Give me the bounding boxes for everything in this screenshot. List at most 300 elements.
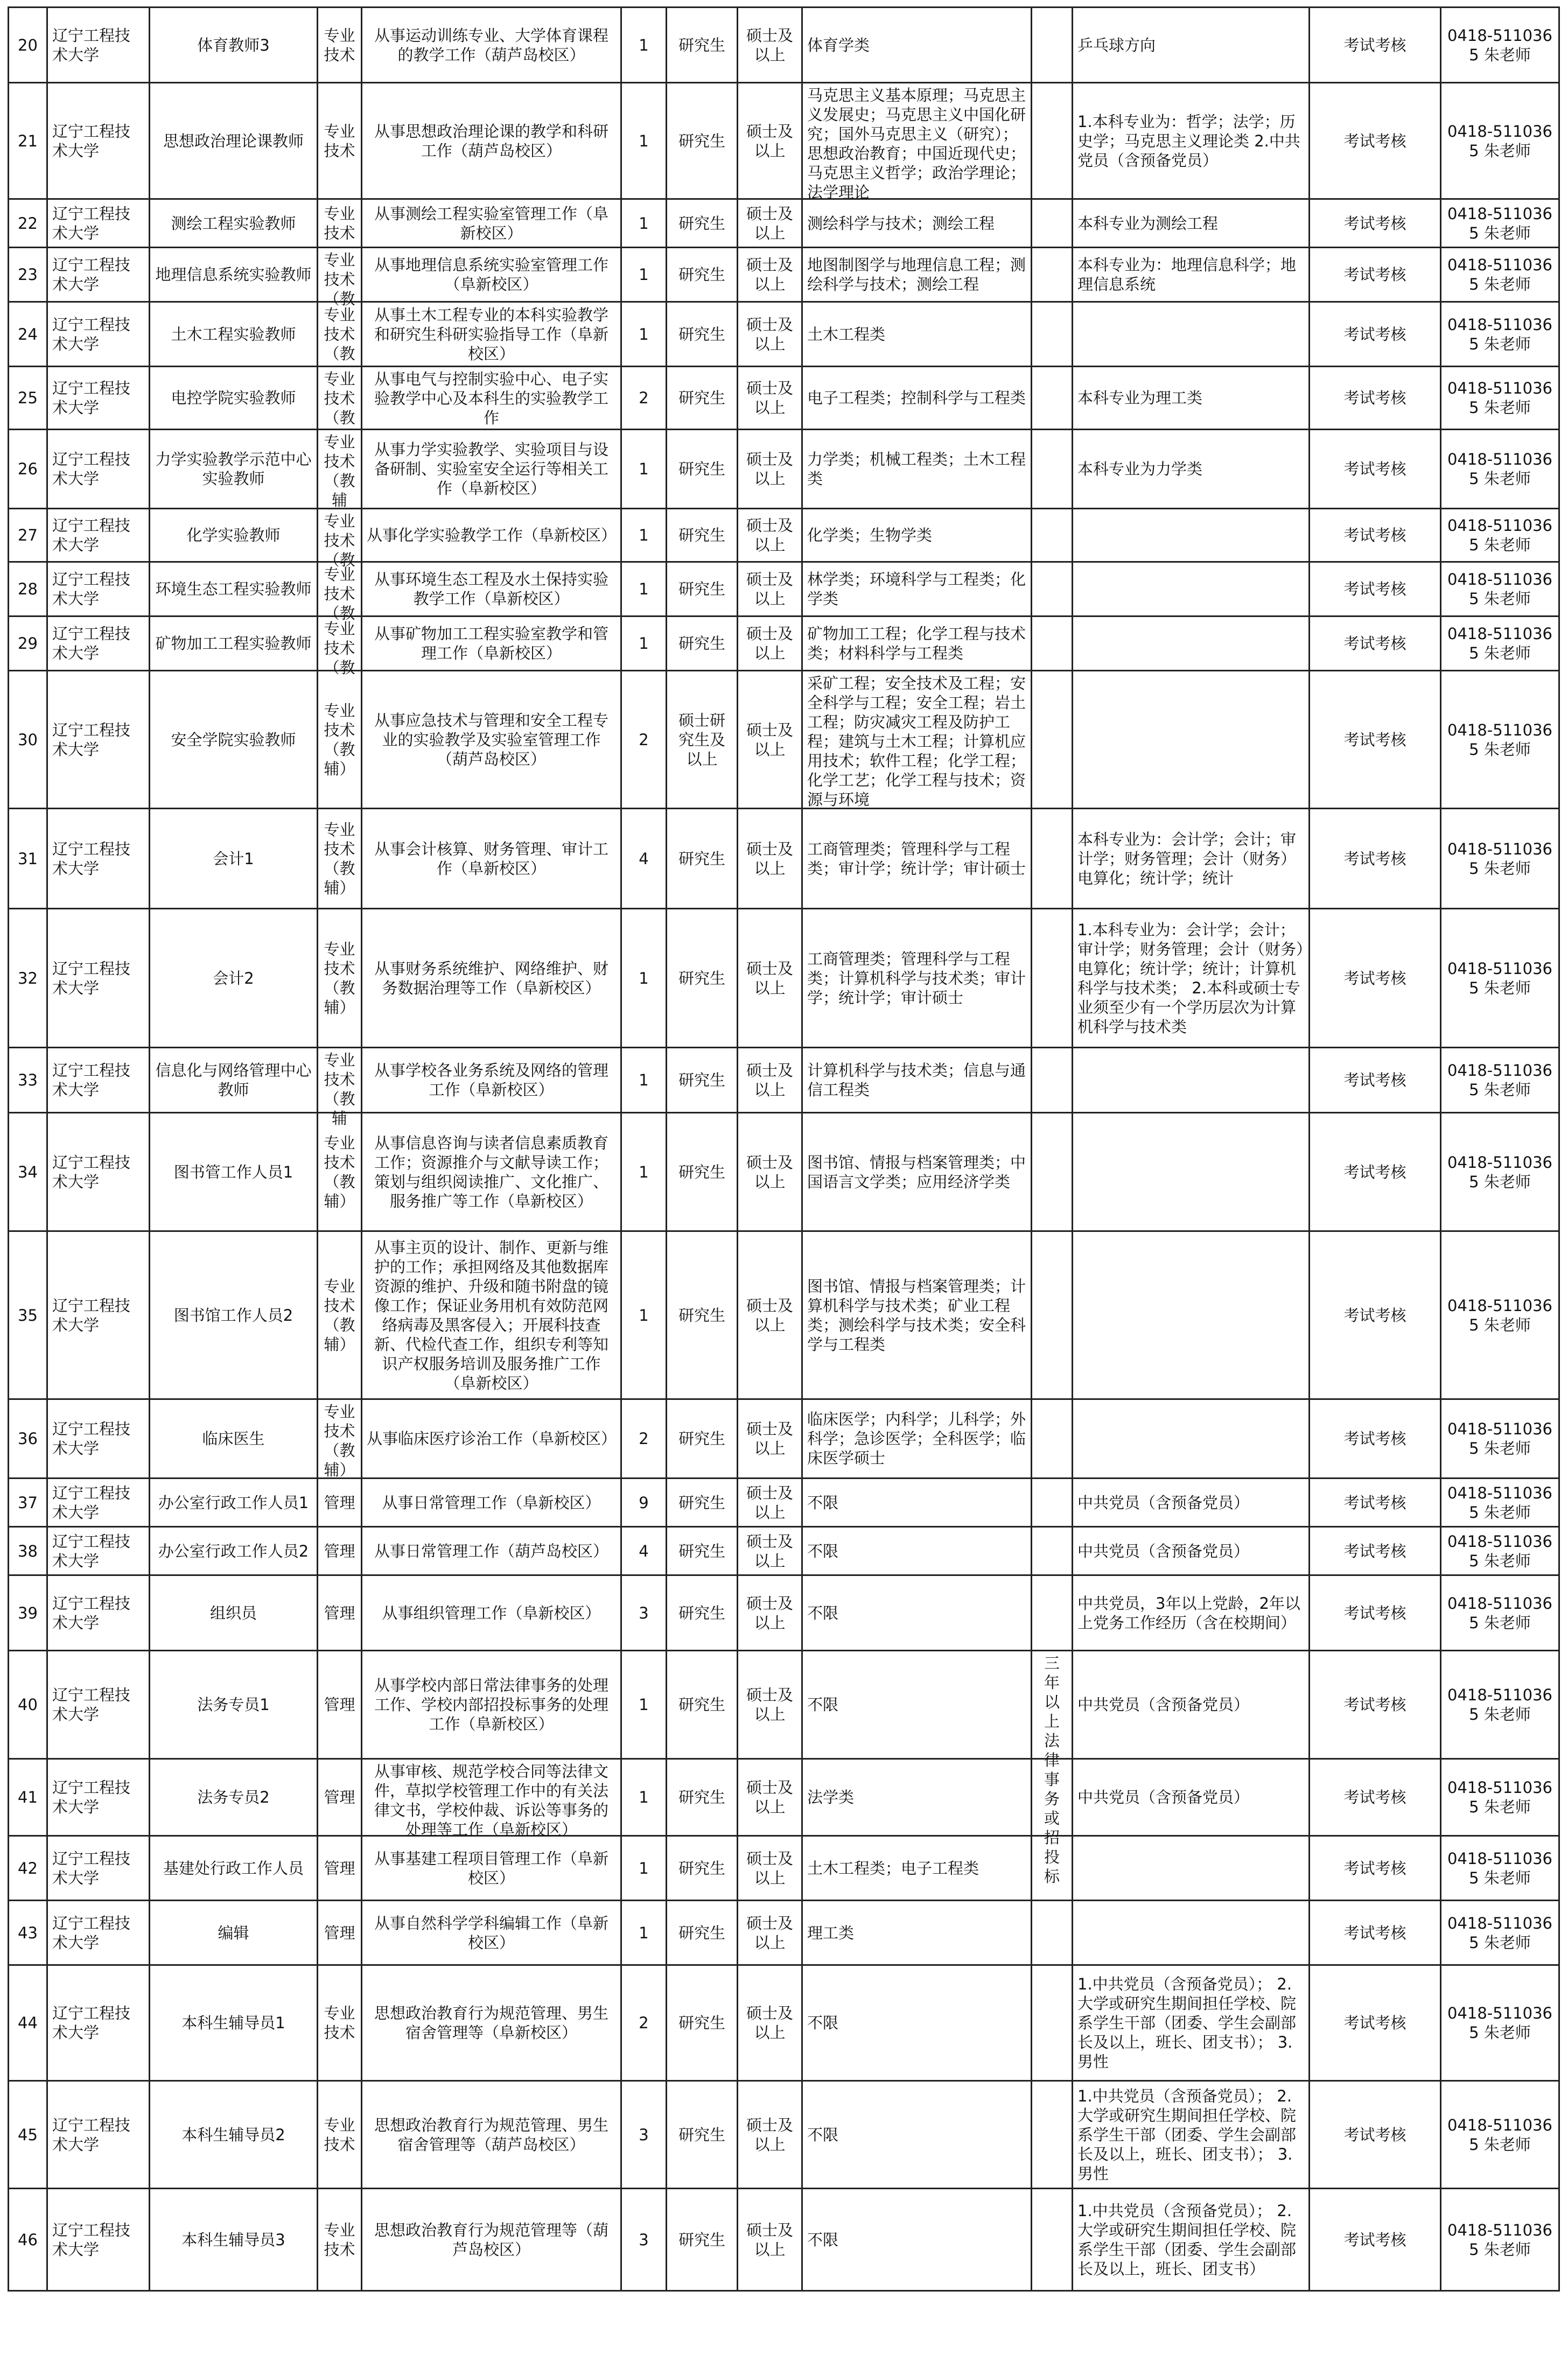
major-cell-text: 采矿工程；安全技术及工程；安全科学与工程；安全工程；岩土工程；防灾减灾工程及防护工程；建筑与土木工程；计算机应用技术；软件工程；化学工程；化学工艺；化学工程与技术；资源与环境: [807, 674, 1026, 809]
headcount-cell: [621, 1399, 667, 1479]
exam-method-cell-text: 考试考核: [1343, 389, 1406, 407]
other-requirements-cell-text: 1.本科专业为：会计学；会计；审计学；财务管理；会计（财务）电算化；统计学；统计；计算机科学与技术类； 2.本科或硕士专业须至少有一个学历层次为计算机科学与技术类: [1077, 920, 1304, 1036]
contact-cell-text: 0418-5110365 朱老师: [1447, 1296, 1552, 1334]
exam-method-cell-text: 考试考核: [1343, 1430, 1406, 1448]
exam-method-cell: [1310, 248, 1441, 302]
employer-cell-text: 辽宁工程技术大学: [52, 720, 131, 759]
exam-method-cell-text: 考试考核: [1343, 580, 1406, 598]
degree-cell-text: 硕士及以上: [746, 122, 793, 160]
headcount-cell-text: 1: [639, 526, 649, 544]
contact-cell-text: 0418-5110365 朱老师: [1447, 1420, 1552, 1458]
education-cell-text: 研究生: [678, 131, 725, 150]
row-number-text: 43: [18, 1923, 38, 1942]
headcount-cell-text: 1: [639, 131, 649, 150]
row-number-text: 36: [18, 1430, 38, 1448]
other-requirements-cell-text: 1.本科专业为：哲学；法学；历史学；马克思主义理论类 2.中共党员（含预备党员）: [1077, 112, 1300, 170]
post-name-cell: [150, 1651, 318, 1759]
job-description-cell: [362, 671, 621, 809]
education-cell-text: 研究生: [678, 1306, 725, 1325]
post-name-cell: [150, 302, 318, 367]
headcount-cell-text: 1: [639, 1859, 649, 1877]
major-cell-text: 不限: [807, 1696, 839, 1714]
row-number-text: 20: [18, 36, 38, 54]
post-type-cell-text: 专业技术（教: [324, 620, 355, 677]
table-row: [9, 1231, 1559, 1399]
degree-cell: [738, 509, 802, 562]
job-description-cell-text: 从事信息咨询与读者信息素质教育工作；资源推介与文献导读工作；策划与组织阅读推广、文化推广、服务推广等工作（阜新校区）: [374, 1133, 608, 1210]
post-name-cell-text: 力学实验教学示范中心实验教师: [155, 450, 312, 488]
employer-cell: [47, 1575, 150, 1651]
post-type-cell: [318, 1479, 362, 1527]
degree-cell-text: 硕士及以上: [746, 2220, 793, 2259]
other-requirements-cell-text: 1.中共党员（含预备党员）； 2.大学或研究生期间担任学校、院系学生干部（团委、学生会副部长及以上，班长、团支书）； 3.男性: [1077, 1975, 1297, 2071]
degree-cell: [738, 562, 802, 616]
employer-cell: [47, 2081, 150, 2189]
contact-cell: [1441, 1399, 1559, 1479]
contact-cell-text: 0418-5110365 朱老师: [1447, 1914, 1552, 1952]
employer-cell-text: 辽宁工程技术大学: [52, 1594, 131, 1632]
degree-cell: [738, 1231, 802, 1399]
row-number: [9, 671, 47, 809]
employer-cell-text: 辽宁工程技术大学: [52, 1483, 131, 1522]
exam-method-cell: [1310, 367, 1441, 430]
education-cell: [667, 83, 738, 199]
post-type-cell-text: 管理: [324, 1493, 355, 1512]
post-type-cell: [318, 1759, 362, 1836]
exam-method-cell-text: 考试考核: [1343, 325, 1406, 344]
exam-method-cell: [1310, 1651, 1441, 1759]
row-number: [9, 1048, 47, 1113]
headcount-cell-text: 2: [639, 389, 649, 407]
other-requirements-cell-text: 中共党员（含预备党员）: [1077, 1542, 1250, 1560]
post-type-cell-text: 专业技术（教辅: [324, 433, 355, 509]
post-name-cell: [150, 1527, 318, 1575]
job-description-cell-text: 从事测绘工程实验室管理工作（阜新校区）: [374, 204, 608, 242]
headcount-cell-text: 9: [639, 1493, 649, 1512]
row-number-text: 42: [18, 1859, 38, 1877]
experience-cell: [1032, 430, 1073, 509]
headcount-cell-text: 4: [639, 1542, 649, 1560]
degree-cell: [738, 1836, 802, 1901]
table-row: [9, 809, 1559, 909]
headcount-cell-text: 3: [639, 2125, 649, 2144]
exam-method-cell: [1310, 509, 1441, 562]
education-cell-text: 研究生: [678, 1493, 725, 1512]
other-requirements-cell: [1073, 1479, 1310, 1527]
row-number: [9, 1399, 47, 1479]
education-cell: [667, 1836, 738, 1901]
experience-cell: [1032, 1399, 1073, 1479]
headcount-cell-text: 1: [639, 1306, 649, 1325]
education-cell-text: 研究生: [678, 580, 725, 598]
major-cell: [802, 1901, 1032, 1965]
contact-cell: [1441, 430, 1559, 509]
exam-method-cell-text: 考试考核: [1343, 1306, 1406, 1325]
headcount-cell-text: 2: [639, 730, 649, 749]
job-description-cell: [362, 616, 621, 671]
employer-cell-text: 辽宁工程技术大学: [52, 1532, 131, 1570]
contact-cell: [1441, 199, 1559, 248]
exam-method-cell-text: 考试考核: [1343, 2230, 1406, 2249]
job-description-cell: [362, 1836, 621, 1901]
headcount-cell: [621, 8, 667, 83]
post-type-cell: [318, 302, 362, 367]
degree-cell: [738, 1575, 802, 1651]
exam-method-cell: [1310, 1048, 1441, 1113]
post-name-cell-text: 图书馆工作人员2: [173, 1306, 293, 1325]
major-cell: [802, 2189, 1032, 2291]
post-type-cell: [318, 671, 362, 809]
post-name-cell: [150, 509, 318, 562]
post-type-cell-text: 专业技术（教: [324, 512, 355, 569]
row-number-text: 38: [18, 1542, 38, 1560]
major-cell: [802, 1479, 1032, 1527]
post-type-cell: [318, 8, 362, 83]
other-requirements-cell-text: 中共党员（含预备党员）: [1077, 1696, 1250, 1714]
contact-cell: [1441, 909, 1559, 1048]
employer-cell-text: 辽宁工程技术大学: [52, 1686, 131, 1724]
education-cell: [667, 909, 738, 1048]
headcount-cell: [621, 199, 667, 248]
row-number-text: 41: [18, 1788, 38, 1806]
employer-cell: [47, 199, 150, 248]
degree-cell-text: 硕士及以上: [746, 315, 793, 353]
job-description-cell-text: 从事日常管理工作（葫芦岛校区）: [374, 1542, 608, 1560]
degree-cell-text: 硕士及以上: [746, 1153, 793, 1191]
post-name-cell: [150, 1836, 318, 1901]
major-cell: [802, 809, 1032, 909]
exam-method-cell: [1310, 1965, 1441, 2081]
degree-cell: [738, 83, 802, 199]
major-cell: [802, 430, 1032, 509]
row-number: [9, 1901, 47, 1965]
degree-cell: [738, 1651, 802, 1759]
exam-method-cell: [1310, 1479, 1441, 1527]
headcount-cell-text: 1: [639, 214, 649, 233]
education-cell-text: 硕士研究生及以上: [678, 711, 725, 768]
headcount-cell: [621, 1113, 667, 1231]
headcount-cell: [621, 1231, 667, 1399]
major-cell-text: 地图制图学与地理信息工程；测绘科学与技术；测绘工程: [807, 256, 1026, 293]
headcount-cell-text: 1: [639, 1696, 649, 1714]
headcount-cell: [621, 1759, 667, 1836]
major-cell-text: 不限: [807, 1542, 839, 1560]
job-description-cell-text: 从事环境生态工程及水土保持实验教学工作（阜新校区）: [374, 570, 608, 608]
recruitment-table: [8, 6, 1560, 2292]
contact-cell: [1441, 1901, 1559, 1965]
experience-cell: [1032, 909, 1073, 1048]
contact-cell: [1441, 1113, 1559, 1231]
table-row: [9, 616, 1559, 671]
exam-method-cell: [1310, 1759, 1441, 1836]
degree-cell-text: 硕士及以上: [746, 1061, 793, 1099]
employer-cell: [47, 1527, 150, 1575]
post-name-cell: [150, 671, 318, 809]
education-cell: [667, 430, 738, 509]
post-name-cell-text: 图书管工作人员1: [173, 1162, 293, 1181]
exam-method-cell-text: 考试考核: [1343, 1071, 1406, 1089]
post-type-cell: [318, 809, 362, 909]
headcount-cell: [621, 1836, 667, 1901]
degree-cell-text: 硕士及以上: [746, 625, 793, 662]
headcount-cell-text: 1: [639, 1788, 649, 1806]
post-name-cell-text: 矿物加工工程实验教师: [155, 634, 312, 653]
contact-cell: [1441, 562, 1559, 616]
degree-cell: [738, 671, 802, 809]
experience-cell: [1032, 2081, 1073, 2189]
education-cell: [667, 1113, 738, 1231]
row-number: [9, 83, 47, 199]
headcount-cell: [621, 1965, 667, 2081]
education-cell: [667, 1759, 738, 1836]
other-requirements-cell: [1073, 1231, 1310, 1399]
other-requirements-cell: [1073, 248, 1310, 302]
experience-cell: [1032, 248, 1073, 302]
employer-cell: [47, 1651, 150, 1759]
job-description-cell-text: 从事学校内部日常法律事务的处理工作、学校内部招投标事务的处理工作（阜新校区）: [374, 1676, 608, 1733]
major-cell-text: 力学类；机械工程类；土木工程类: [807, 450, 1026, 488]
major-cell-text: 计算机科学与技术类；信息与通信工程类: [807, 1061, 1026, 1099]
exam-method-cell: [1310, 199, 1441, 248]
post-name-cell-text: 临床医生: [202, 1430, 265, 1448]
exam-method-cell: [1310, 616, 1441, 671]
row-number: [9, 1651, 47, 1759]
row-number-text: 45: [18, 2125, 38, 2144]
employer-cell: [47, 671, 150, 809]
exam-method-cell-text: 考试考核: [1343, 849, 1406, 868]
employer-cell-text: 辽宁工程技术大学: [52, 839, 131, 878]
employer-cell: [47, 83, 150, 199]
education-cell: [667, 1399, 738, 1479]
education-cell-text: 研究生: [678, 1603, 725, 1622]
employer-cell: [47, 8, 150, 83]
contact-cell-text: 0418-5110365 朱老师: [1447, 1532, 1552, 1570]
exam-method-cell-text: 考试考核: [1343, 131, 1406, 150]
headcount-cell: [621, 1479, 667, 1527]
education-cell: [667, 562, 738, 616]
other-requirements-cell-text: 本科专业为理工类: [1077, 389, 1203, 407]
post-name-cell: [150, 2081, 318, 2189]
major-cell: [802, 8, 1032, 83]
post-type-cell-text: 专业技术: [324, 2115, 355, 2154]
exam-method-cell: [1310, 1836, 1441, 1901]
employer-cell-text: 辽宁工程技术大学: [52, 2115, 131, 2154]
job-description-cell-text: 从事主页的设计、制作、更新与维护的工作；承担网络及其他数据库资源的维护、升级和随书附盘的镜像工作；保证业务用机有效防范网络病毒及黑客侵入；开展科技查新、代检代查工作，组织专利等知识产权服务培训及服务推广工作（阜新校区）: [374, 1238, 608, 1392]
contact-cell-text: 0418-5110365 朱老师: [1447, 315, 1552, 353]
contact-cell-text: 0418-5110365 朱老师: [1447, 1153, 1552, 1191]
headcount-cell: [621, 671, 667, 809]
degree-cell-text: 硕士及以上: [746, 1483, 793, 1522]
row-number: [9, 616, 47, 671]
experience-cell: [1032, 1575, 1073, 1651]
post-type-cell-text: 专业技术（教辅）: [324, 1403, 355, 1479]
post-type-cell: [318, 83, 362, 199]
education-cell-text: 研究生: [678, 849, 725, 868]
headcount-cell: [621, 909, 667, 1048]
post-type-cell: [318, 1231, 362, 1399]
other-requirements-cell: [1073, 509, 1310, 562]
other-requirements-cell: [1073, 1399, 1310, 1479]
job-description-cell-text: 从事思想政治理论课的教学和科研工作（葫芦岛校区）: [374, 122, 608, 160]
table-row: [9, 8, 1559, 83]
job-description-cell: [362, 302, 621, 367]
headcount-cell: [621, 1575, 667, 1651]
other-requirements-cell-text: 中共党员（含预备党员）: [1077, 1788, 1250, 1806]
post-type-cell: [318, 1113, 362, 1231]
table-row: [9, 1965, 1559, 2081]
headcount-cell: [621, 2081, 667, 2189]
post-name-cell-text: 办公室行政工作人员2: [158, 1542, 309, 1560]
row-number-text: 35: [18, 1306, 38, 1325]
contact-cell-text: 0418-5110365 朱老师: [1447, 720, 1552, 759]
experience-cell: [1032, 367, 1073, 430]
post-name-cell-text: 思想政治理论课教师: [163, 131, 304, 150]
other-requirements-cell-text: 乒乓球方向: [1077, 36, 1156, 54]
major-cell: [802, 1651, 1032, 1759]
post-type-cell-text: 管理: [324, 1696, 355, 1714]
job-description-cell: [362, 1113, 621, 1231]
job-description-cell: [362, 509, 621, 562]
employer-cell-text: 辽宁工程技术大学: [52, 315, 131, 353]
exam-method-cell: [1310, 1527, 1441, 1575]
major-cell: [802, 1836, 1032, 1901]
education-cell-text: 研究生: [678, 1859, 725, 1877]
post-type-cell: [318, 1901, 362, 1965]
post-type-cell-text: 管理: [324, 1923, 355, 1942]
headcount-cell-text: 1: [639, 1071, 649, 1089]
table-row: [9, 1527, 1559, 1575]
contact-cell-text: 0418-5110365 朱老师: [1447, 959, 1552, 997]
row-number-text: 37: [18, 1493, 38, 1512]
degree-cell-text: 硕士及以上: [746, 720, 793, 759]
education-cell: [667, 1901, 738, 1965]
contact-cell: [1441, 8, 1559, 83]
job-description-cell-text: 思想政治教育行为规范管理、男生宿舍管理等（葫芦岛校区）: [374, 2115, 608, 2154]
post-name-cell: [150, 83, 318, 199]
post-name-cell-text: 体育教师3: [197, 36, 270, 54]
row-number: [9, 1836, 47, 1901]
degree-cell: [738, 248, 802, 302]
exam-method-cell: [1310, 1399, 1441, 1479]
post-name-cell: [150, 1965, 318, 2081]
row-number: [9, 367, 47, 430]
post-name-cell: [150, 616, 318, 671]
degree-cell-text: 硕士及以上: [746, 959, 793, 997]
contact-cell-text: 0418-5110365 朱老师: [1447, 1778, 1552, 1816]
post-name-cell: [150, 809, 318, 909]
headcount-cell-text: 3: [639, 2230, 649, 2249]
exam-method-cell: [1310, 1231, 1441, 1399]
major-cell-text: 马克思主义基本原理；马克思主义发展史；马克思主义中国化研究；国外马克思主义（研究）；思想政治教育；中国近现代史；马克思主义哲学；政治学理论；法学理论: [807, 86, 1026, 201]
education-cell-text: 研究生: [678, 1923, 725, 1942]
degree-cell: [738, 616, 802, 671]
education-cell-text: 研究生: [678, 389, 725, 407]
post-name-cell-text: 法务专员1: [197, 1696, 270, 1714]
row-number: [9, 909, 47, 1048]
post-type-cell-text: 专业技术（教: [324, 565, 355, 622]
post-type-cell-text: 专业技术: [324, 204, 355, 242]
major-cell: [802, 1048, 1032, 1113]
post-type-cell: [318, 1836, 362, 1901]
employer-cell-text: 辽宁工程技术大学: [52, 1153, 131, 1191]
post-type-cell-text: 专业技术（教辅: [324, 1051, 355, 1127]
contact-cell: [1441, 1759, 1559, 1836]
post-name-cell: [150, 1048, 318, 1113]
post-type-cell: [318, 562, 362, 622]
post-type-cell: [318, 2081, 362, 2189]
job-description-cell: [362, 8, 621, 83]
experience-cell: [1032, 2189, 1073, 2291]
post-name-cell: [150, 8, 318, 83]
table-row: [9, 1651, 1559, 1759]
experience-cell: [1032, 809, 1073, 909]
other-requirements-cell: [1073, 2189, 1310, 2291]
row-number: [9, 809, 47, 909]
exam-method-cell: [1310, 83, 1441, 199]
employer-cell: [47, 2189, 150, 2291]
education-cell: [667, 248, 738, 302]
major-cell: [802, 909, 1032, 1048]
education-cell-text: 研究生: [678, 526, 725, 544]
employer-cell-text: 辽宁工程技术大学: [52, 1914, 131, 1952]
headcount-cell-text: 4: [639, 849, 649, 868]
post-type-cell: [318, 1527, 362, 1575]
table-row: [9, 83, 1559, 199]
job-description-cell-text: 从事力学实验教学、实验项目与设备研制、实验室安全运行等相关工作（阜新校区）: [374, 440, 608, 498]
education-cell-text: 研究生: [678, 1071, 725, 1089]
exam-method-cell-text: 考试考核: [1343, 2014, 1406, 2032]
employer-cell-text: 辽宁工程技术大学: [52, 1778, 131, 1816]
employer-cell-text: 辽宁工程技术大学: [52, 122, 131, 160]
row-number: [9, 1965, 47, 2081]
headcount-cell-text: 1: [639, 325, 649, 344]
employer-cell-text: 辽宁工程技术大学: [52, 204, 131, 242]
education-cell: [667, 1479, 738, 1527]
job-description-cell-text: 从事审核、规范学校合同等法律文件，草拟学校管理工作中的有关法律文书，学校仲裁、诉讼等事务的处理等工作（阜新校区）: [374, 1762, 608, 1839]
degree-cell: [738, 1759, 802, 1836]
post-name-cell-text: 会计2: [213, 969, 254, 987]
headcount-cell-text: 1: [639, 36, 649, 54]
headcount-cell-text: 1: [639, 265, 649, 284]
employer-cell: [47, 616, 150, 671]
post-name-cell-text: 安全学院实验教师: [171, 730, 296, 749]
contact-cell-text: 0418-5110365 朱老师: [1447, 1061, 1552, 1099]
experience-cell: [1032, 83, 1073, 199]
major-cell: [802, 199, 1032, 248]
other-requirements-cell: [1073, 1965, 1310, 2081]
exam-method-cell: [1310, 1901, 1441, 1965]
other-requirements-cell: [1073, 1651, 1310, 1759]
other-requirements-cell: [1073, 302, 1310, 367]
row-number-text: 25: [18, 389, 38, 407]
post-type-cell-text: 专业技术（教辅）: [324, 1133, 355, 1210]
exam-method-cell: [1310, 430, 1441, 509]
post-type-cell-text: 专业技术: [324, 26, 355, 64]
employer-cell-text: 辽宁工程技术大学: [52, 1061, 131, 1099]
contact-cell-text: 0418-5110365 朱老师: [1447, 2220, 1552, 2259]
other-requirements-cell: [1073, 1113, 1310, 1231]
experience-cell: [1032, 1527, 1073, 1575]
degree-cell-text: 硕士及以上: [746, 256, 793, 293]
education-cell-text: 研究生: [678, 1696, 725, 1714]
post-type-cell-text: 专业技术: [324, 2220, 355, 2259]
degree-cell-text: 硕士及以上: [746, 1686, 793, 1724]
exam-method-cell-text: 考试考核: [1343, 2125, 1406, 2144]
experience-cell: [1032, 1479, 1073, 1527]
job-description-cell: [362, 248, 621, 302]
post-name-cell-text: 电控学院实验教师: [171, 389, 296, 407]
contact-cell-text: 0418-5110365 朱老师: [1447, 450, 1552, 488]
